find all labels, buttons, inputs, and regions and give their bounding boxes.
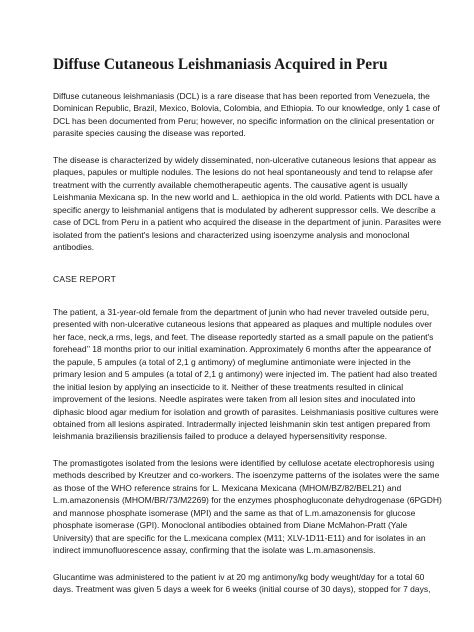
text-line: isolated from the patient's lesions and characterized using isoenzyme analysis and monoclonal xyxy=(53,229,410,240)
text-line: as those of the WHO reference strains for L. Mexicana Mexicana (MHOM/BZ/82/BEL21) and xyxy=(53,482,402,493)
text-line: antibodies. xyxy=(53,241,95,252)
text-line: specific anergy to leishmanial antigens that is modulated by adherent suppressor cells. We describe a xyxy=(53,204,436,215)
text-line: the initial lesion by applying an insecticide to it. Neither of these treatments resulted in clinical xyxy=(53,381,404,392)
text-line: Leishmania Mexicana sp. In the new world and L. aethiopica in the old world. Patients with DCL have a xyxy=(53,192,440,203)
document-title: Diffuse Cutaneous Leishmaniasis Acquired in Peru xyxy=(53,56,388,73)
text-line: parasite species causing the disease was reported. xyxy=(53,128,246,139)
intro-paragraph-2 xyxy=(53,154,442,254)
text-line: leishmania braziliensis braziliensis failed to produce a delayed hypersensitivity response. xyxy=(53,431,388,442)
text-line: DCL has been documented from Peru; however, no specific information on the clinical presentation or xyxy=(53,115,435,126)
text-line: treatment with the currently available chemotherapeutic agents. The causative agent is usually xyxy=(53,179,408,190)
text-line: indirect immunofluorescence assay, confirming that the isolate was L.m.amasonensis. xyxy=(53,545,376,556)
text-line: University) that are specific for the L.mexicana complex (M11; XLV-1D11-E11) and for isolates in an xyxy=(53,532,426,543)
text-line: Diffuse cutaneous leishmaniasis (DCL) is a rare disease that has been reported from Venezuela, the xyxy=(53,91,430,101)
text-line: diphasic blood agar medium for isolation and growth of parasites. Leishmaniasis positive cultures were xyxy=(53,406,439,417)
text-line: primary lesion and 5 ampules (a total of 2,1 g antimony) were injected im. The patient had also treated xyxy=(53,369,437,380)
intro-paragraph-1 xyxy=(53,90,440,140)
text-line: her face, neck,a rms, legs, and feet. The disease reportedly started as a small papule on the patient's xyxy=(53,331,434,342)
text-line: phosphate isomerase (GPI). Monoclonal antibodies obtained from Diane McMahon-Pratt (Yale xyxy=(53,520,408,531)
text-line: The disease is characterized by widely disseminated, non-ulcerative cutaneous lesions that appear as xyxy=(53,154,437,165)
case-paragraph-3 xyxy=(53,571,434,596)
text-line: case of DCL from Peru in a patient who acquired the disease in the department of junin. Parasites were xyxy=(53,217,442,228)
text-line: obtained from all lesions aspirated. Intradermally injected leishmanin skin test antigen prepared from xyxy=(53,418,431,429)
text-line: Dominican Republic, Brazil, Mexico, Bolovia, Colombia, and Ethiopia. To our knowledge, only 1 case of xyxy=(53,103,440,114)
text-line: forehead’’ 18 months prior to our initial examination. Approximately 6 months after the appearance of xyxy=(53,344,431,355)
case-paragraph-1 xyxy=(53,306,439,443)
text-line: L.m.amazonensis (MHOM/BR/73/M2269) for the enzymes phosphogluconate dehydrogenase (6PGDH) xyxy=(53,495,442,506)
case-report-heading: CASE REPORT xyxy=(53,274,116,285)
text-line: plaques, papules or multiple nodules. The lesions do not heal spontaneously and tend to relapse afer xyxy=(53,167,433,178)
text-line: Glucantime was administered to the patient iv at 20 mg antimony/kg body weught/day for a total 60 xyxy=(53,571,425,582)
text-line: The patient, a 31-year-old female from the department of junin who had never traveled outside peru, xyxy=(53,306,430,317)
case-paragraph-2 xyxy=(53,457,442,557)
text-line: days. Treatment was given 5 days a week for 6 weeks (initial course of 30 days), stopped for 7 days, xyxy=(53,583,431,594)
text-line: methods described by Kreutzer and co-workers. The isoenzyme patterns of the isolates were the same xyxy=(53,470,440,481)
text-line: presented with non-ulcerative cutaneous lesions that appeared as plaques and multiple nodules over xyxy=(53,319,432,330)
text-line: and mannose phosphate isomerase (MPI) and the same as that of L.m.amazonensis for glucose xyxy=(53,507,416,518)
text-line: improvement of the lesions. Needle aspirates were taken from all lesion sites and inoculated into xyxy=(53,394,416,405)
text-line: The promastigotes isolated from the lesions were identified by cellulose acetate electrophoresis using xyxy=(53,457,435,468)
text-line: the papule, 5 ampules (a total of 2,1 g antimony) of meglumine antimoniate were injected in the xyxy=(53,356,411,367)
